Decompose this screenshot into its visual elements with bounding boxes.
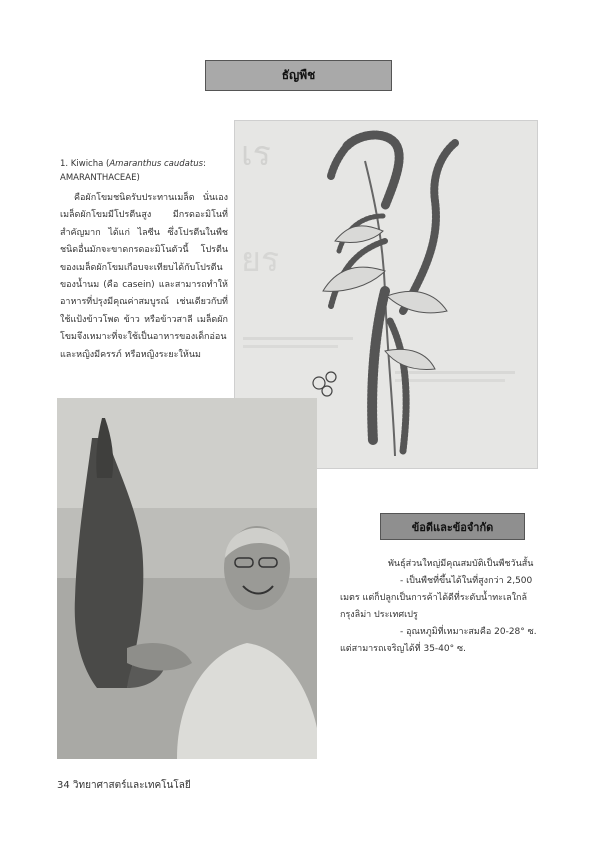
photo-scene bbox=[57, 398, 317, 759]
section-header-pros-cons bbox=[380, 513, 525, 540]
advantages-item: - เป็นพืชที่ขึ้นได้ในที่สูงกว่า 2,500 เมตร แต่ก็ปลูกเป็นการค้าได้ดีที่ระดับน้ำทะเลใกล้กรุงลิม่า ประเทศเปรู bbox=[340, 576, 533, 620]
section-header-grains bbox=[205, 60, 392, 91]
caption-scientific-name: Amaranthus caudatus bbox=[109, 159, 204, 169]
body-paragraph bbox=[60, 190, 228, 364]
svg-text:ยร: ยร bbox=[241, 240, 280, 280]
svg-text:เร: เร bbox=[241, 134, 271, 174]
caption-prefix: 1. Kiwicha ( bbox=[60, 159, 110, 169]
caption-suffix: : AMARANTHACEAE) bbox=[60, 159, 206, 183]
scientist-photo bbox=[57, 398, 317, 759]
page-footer: 34 วิทยาศาสตร์และเทคโนโลยี bbox=[57, 780, 191, 791]
advantages-item: - อุณหภูมิที่เหมาะสมคือ 20-28° ซ. แต่สามารถเจริญได้ที่ 35-40° ซ. bbox=[340, 627, 537, 654]
body-paragraph-text: คือผักโขมชนิดรับประทานเมล็ด นั่นเอง เมล็ดผักโขมมีโปรตีนสูง มีกรดอะมิโนที่สำคัญมาก ได้แก่ ไลซีน ซึ่งโปรตีนในพืชชนิดอื่นมักจะขาดกรดอะมิโนตัวนี้ โปรตีนของเมล็ดผักโขมเกือบจะเทียบได้กับโปรตีนของน้ำนม (คือ casein) และสามารถทำให้อาหารที่ปรุงมีคุณค่าสมบูรณ์ เช่นเดียวกับที่ใช้แป้งข้าวโพด ข้าว หรือข้าวสาลี เมล็ดผักโขมจึงเหมาะที่จะใช้เป็นอาหารของเด็กอ่อนและหญิงมีครรภ์ หรือหญิงระยะให้นม bbox=[60, 193, 228, 360]
advantages-block bbox=[340, 556, 538, 658]
advantages-lead: พันธุ์ส่วนใหญ่มีคุณสมบัติเป็นพืชวันสั้น bbox=[388, 559, 534, 569]
figure-caption bbox=[60, 157, 228, 185]
section-header-title: ธัญพืช bbox=[281, 68, 316, 82]
section-header-pros-cons-title: ข้อดีและข้อจำกัด bbox=[411, 520, 494, 534]
